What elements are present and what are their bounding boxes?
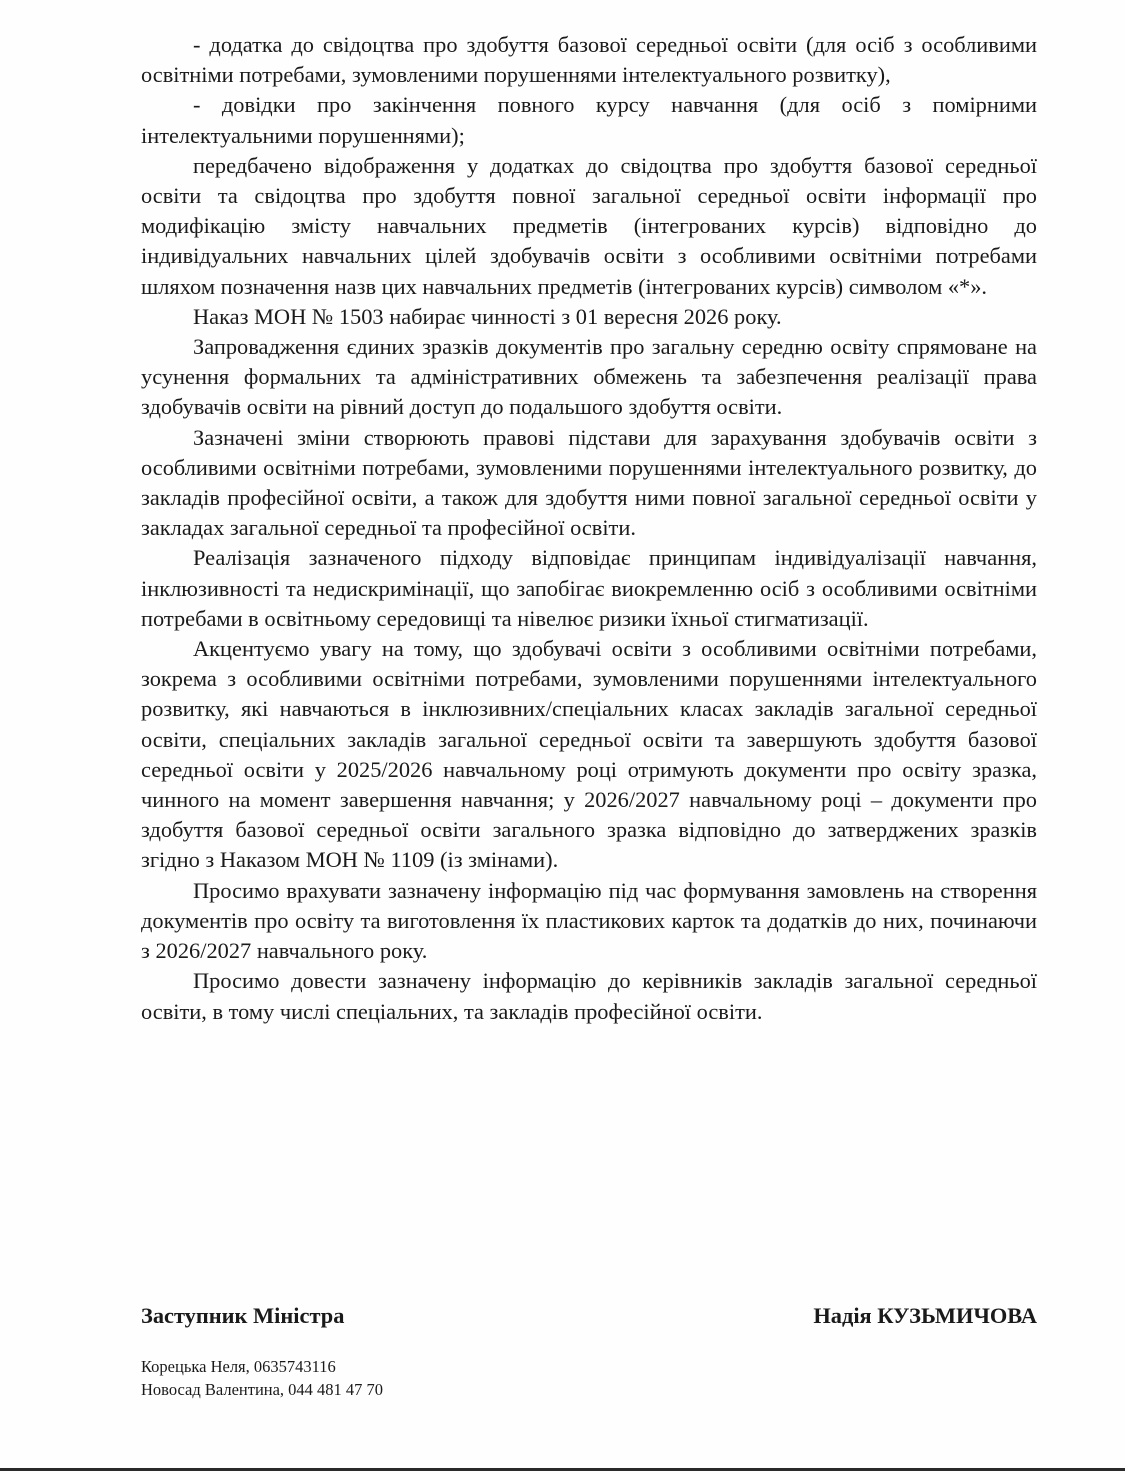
paragraph-inclusivity: Реалізація зазначеного підходу відповідає принципам індивідуалізації навчання, інклюзивності та недискримінації, що запобігає виокремленню осіб з особливими освітніми потребами в освітньому середовищі та нівелює ризики їхньої стигматизації. — [141, 545, 1037, 631]
contact-persons — [141, 1355, 383, 1401]
page-bottom-edge — [0, 1468, 1125, 1471]
paragraph-attention: Акцентуємо увагу на тому, що здобувачі освіти з особливими освітніми потребами, зокрема з особливими освітніми потребами, зумовленими порушеннями інтелектуального розвитку, які навчаються в інклюзивних/спеціальних класах закладів загальної середньої освіти, спеціальних закладів загальної середньої освіти та завершують здобуття базової середньої освіти у 2025/2026 навчальному році отримують документи про освіту зразка, чинного на момент завершення навчання; у 2026/2027 навчальному році – документи про здобуття базової середньої освіти загального зразка відповідно до затверджених зразків згідно з Наказом МОН № 1109 (із змінами). — [141, 636, 1037, 873]
paragraph-unified-samples: Запровадження єдиних зразків документів про загальну середню освіту спрямоване на усунення формальних та адміністративних обмежень та забезпечення реалізації права здобувачів освіти на рівний доступ до подальшого здобуття освіти. — [141, 334, 1037, 420]
paragraph-course-completion-note: - довідки про закінчення повного курсу навчання (для осіб з помірними інтелектуальними порушеннями); — [141, 92, 1037, 148]
paragraph-display-modification: передбачено відображення у додатках до свідоцтва про здобуття базової середньої освіти та свідоцтва про здобуття повної загальної середньої освіти інформації про модифікацію змісту навчальних предметів (інтегрованих курсів) відповідно до індивідуальних навчальних цілей здобувачів освіти з особливими освітніми потребами шляхом позначення назв цих навчальних предметів (інтегрованих курсів) символом «*». — [141, 152, 1037, 299]
paragraph-inform-heads: Просимо довести зазначену інформацію до керівників закладів загальної середньої освіти, в тому числі спеціальних, та закладів професійної освіти. — [141, 968, 1037, 1024]
signature-block — [141, 1303, 1037, 1335]
paragraph-legal-grounds: Зазначені зміни створюють правові підстави для зарахування здобувачів освіти з особливими освітніми потребами, зумовленими порушеннями інтелектуального розвитку, до закладів професійної освіти, а також для здобуття ними повної загальної середньої освіти у закладах загальної середньої та професійної освіти. — [141, 424, 1037, 541]
paragraph-orders-request: Просимо врахувати зазначену інформацію під час формування замовлень на створення документів про освіту та виготовлення їх пластикових карток та додатків до них, починаючи з 2026/2027 навчального року. — [141, 877, 1037, 964]
paragraph-order-effective-date: Наказ МОН № 1503 набирає чинності з 01 вересня 2026 року. — [193, 303, 782, 329]
signatory-position: Заступник Міністра — [141, 1303, 345, 1328]
signatory-name: Надія КУЗЬМИЧОВА — [813, 1303, 1037, 1328]
paragraph-appendix-certificate: - додатка до свідоцтва про здобуття базової середньої освіти (для осіб з особливими освітніми потребами, зумовленими порушеннями інтелектуального розвитку), — [141, 32, 1037, 88]
contact-line: Новосад Валентина, 044 481 47 70 — [141, 1380, 384, 1399]
letter-body — [141, 30, 1037, 1027]
contact-line: Корецька Неля, 0635743116 — [141, 1357, 336, 1376]
